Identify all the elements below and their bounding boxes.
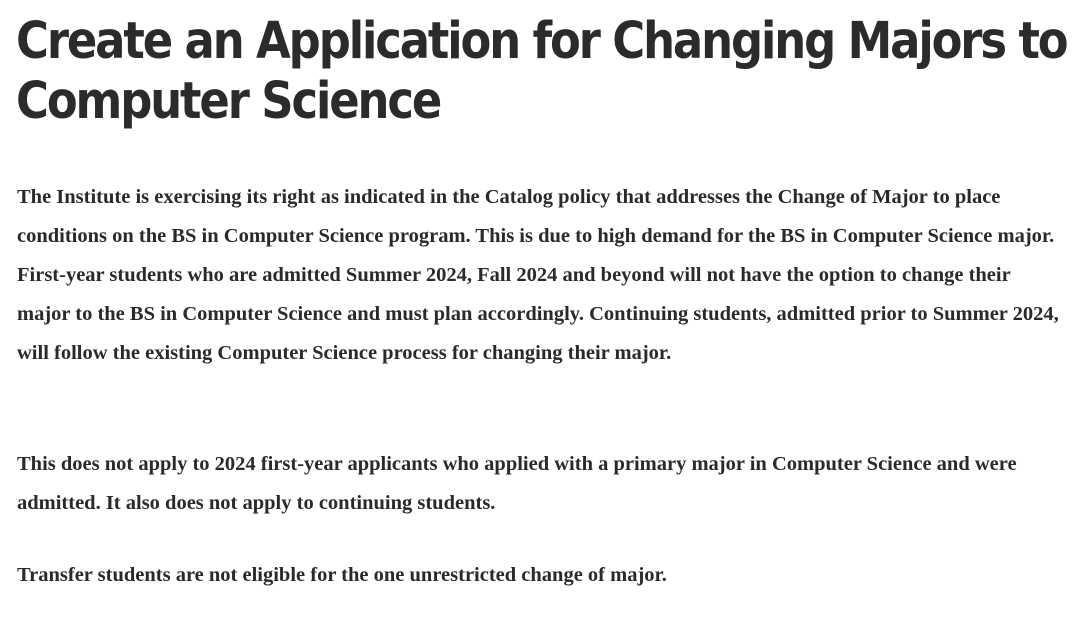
policy-paragraph: The Institute is exercising its right as indicated in the Catalog policy that addresses the Change of Major to place conditions on the BS in Computer Science program. This is due to high demand for the BS in Computer Science major. First-year students who are admitted Summer 2024, Fall 2024 and beyond will not have the option to change their major to the BS in Computer Science and must plan accordingly. Continuing students, admitted prior to Summer 2024, will follow the existing Computer Science process for changing their major. — [17, 186, 1059, 364]
exception-paragraph: This does not apply to 2024 first-year applicants who applied with a primary major in Computer Science and were admitted. It also does not apply to continuing students. — [17, 453, 1017, 514]
transfer-paragraph: Transfer students are not eligible for the one unrestricted change of major. — [17, 564, 667, 586]
page-title: Create an Application for Changing Majors to Computer Science — [16, 12, 1067, 131]
